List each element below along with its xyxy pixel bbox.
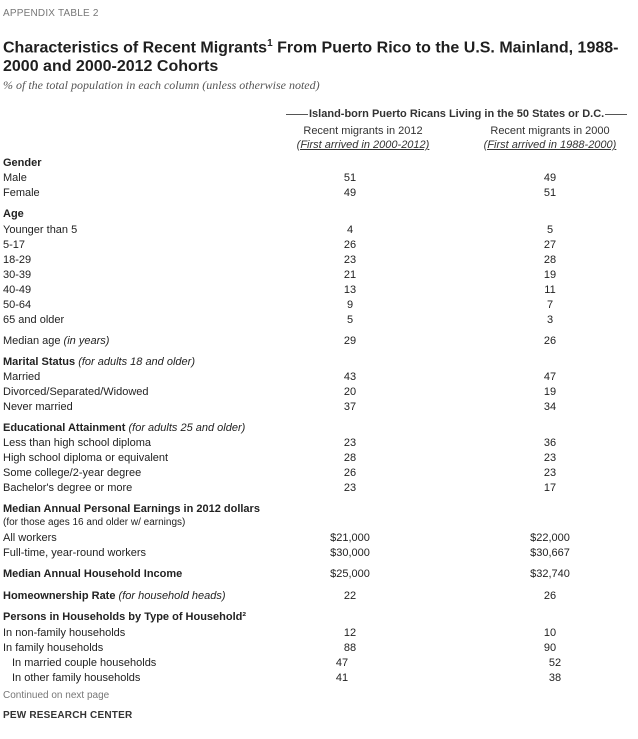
row-label-text: Less than high school diploma (3, 437, 151, 449)
row-label-text: 5-17 (3, 239, 26, 251)
table-row (0, 253, 638, 267)
row-label-text: Educational Attainment (3, 422, 129, 434)
value-2012: 23 (343, 254, 357, 266)
row-label (3, 186, 40, 200)
table-row (0, 355, 638, 369)
row-label (3, 641, 103, 655)
row-label (3, 531, 57, 545)
value-2000: 17 (543, 482, 557, 494)
row-label (12, 671, 140, 685)
row-label-text: Gender (3, 157, 42, 169)
row-label (3, 466, 141, 480)
table-row (0, 370, 638, 384)
column-header-2012 (283, 124, 443, 152)
row-label (3, 589, 226, 603)
column-title: Recent migrants in 2000 (490, 125, 610, 137)
value-2012: 22 (343, 590, 357, 602)
value-2012: 43 (343, 371, 357, 383)
value-2000: 7 (546, 299, 554, 311)
table-row (0, 466, 638, 480)
row-label (3, 268, 31, 282)
row-label (3, 502, 260, 516)
value-2012: $25,000 (330, 568, 370, 580)
value-2000: 26 (543, 590, 557, 602)
value-2000: $22,000 (530, 532, 570, 544)
column-subtitle: (First arrived in 1988-2000) (483, 139, 617, 151)
value-2000: 52 (548, 657, 562, 669)
table-row (0, 589, 638, 603)
row-label-text: Full-time, year-round workers (3, 547, 147, 559)
row-label (3, 610, 246, 624)
table-row (0, 567, 638, 581)
value-2000: 23 (543, 467, 557, 479)
row-label-text: Median Annual Household Income (3, 568, 183, 580)
row-label (3, 156, 42, 170)
table-row (0, 421, 638, 435)
row-label-text: Homeownership Rate (3, 590, 119, 602)
row-label-text: Younger than 5 (3, 224, 78, 236)
row-label (3, 421, 245, 435)
row-label-note: (for household heads) (118, 590, 226, 602)
value-2000: 23 (543, 452, 557, 464)
title-text: Characteristics of Recent Migrants (3, 39, 268, 57)
value-2012: 88 (343, 642, 357, 654)
title-footnote-marker: 1 (267, 38, 273, 49)
row-label (3, 626, 125, 640)
table-row (0, 238, 638, 252)
table-row (0, 334, 638, 348)
row-label-text: In married couple households (12, 657, 157, 669)
source-credit: PEW RESEARCH CENTER (3, 710, 133, 721)
row-label (3, 313, 64, 327)
value-2012: 47 (335, 657, 349, 669)
table-row (0, 626, 638, 640)
row-label-text: 65 and older (3, 314, 65, 326)
row-label (3, 385, 149, 399)
row-label (3, 334, 109, 348)
row-label-text: In non-family households (3, 627, 126, 639)
table-row (0, 156, 638, 170)
value-2000: 34 (543, 401, 557, 413)
value-2000: 47 (543, 371, 557, 383)
row-label (3, 546, 146, 560)
row-label-text: Female (3, 187, 40, 199)
value-2012: 20 (343, 386, 357, 398)
table-row (0, 171, 638, 185)
row-label (3, 370, 40, 384)
row-label-text: Married (3, 371, 41, 383)
table-row (0, 223, 638, 237)
row-label (3, 516, 185, 530)
value-2000: 10 (543, 627, 557, 639)
value-2000: 19 (543, 386, 557, 398)
row-label (3, 223, 77, 237)
value-2012: $30,000 (330, 547, 370, 559)
table-row (0, 298, 638, 312)
table-row (0, 400, 638, 414)
row-label-text: 50-64 (3, 299, 32, 311)
row-label (3, 400, 73, 414)
value-2012: 29 (343, 335, 357, 347)
value-2000: 3 (546, 314, 554, 326)
value-2000: 19 (543, 269, 557, 281)
value-2000: 28 (543, 254, 557, 266)
row-label (3, 207, 24, 221)
table-row (0, 268, 638, 282)
column-title: Recent migrants in 2012 (303, 125, 423, 137)
title-text-continued: From Puerto Rico to the U.S. Mainland, 1988-2000 and 2000-2012 Cohorts (3, 39, 619, 76)
table-row (0, 531, 638, 545)
row-label (3, 451, 168, 465)
row-label (3, 436, 151, 450)
value-2012: 13 (343, 284, 357, 296)
value-2012: 21 (343, 269, 357, 281)
row-label (3, 253, 31, 267)
value-2012: 41 (335, 672, 349, 684)
row-label-text: Persons in Households by Type of Household² (3, 611, 247, 623)
table-row (0, 671, 638, 685)
row-label (3, 171, 27, 185)
row-label-note: (in years) (63, 335, 110, 347)
row-label-text: In other family households (12, 672, 141, 684)
value-2000: 11 (544, 284, 556, 296)
row-label (3, 481, 132, 495)
row-label-text: Median age (3, 335, 64, 347)
column-subtitle: (First arrived in 2000-2012) (296, 139, 430, 151)
group-rule-right (605, 114, 627, 115)
row-label-text: Bachelor's degree or more (3, 482, 133, 494)
row-label-text: Male (3, 172, 27, 184)
column-group-header (285, 108, 625, 120)
value-2012: 9 (346, 299, 354, 311)
table-row (0, 502, 638, 516)
row-label (3, 283, 31, 297)
table-row (0, 451, 638, 465)
value-2000: 90 (543, 642, 557, 654)
row-label (3, 355, 195, 369)
row-label (3, 567, 182, 581)
group-header-text: Island-born Puerto Ricans Living in the 50 States or D.C. (309, 108, 605, 120)
value-2000: 5 (546, 224, 554, 236)
table-row (0, 516, 638, 530)
value-2012: $21,000 (330, 532, 370, 544)
value-2000: 36 (543, 437, 557, 449)
value-2000: 27 (543, 239, 557, 251)
value-2012: 12 (343, 627, 357, 639)
value-2012: 51 (343, 172, 357, 184)
table-row (0, 641, 638, 655)
table-label: APPENDIX TABLE 2 (3, 8, 99, 19)
row-label (3, 238, 25, 252)
continued-note: Continued on next page (3, 690, 110, 701)
row-label-text: Divorced/Separated/Widowed (3, 386, 149, 398)
group-rule-left (286, 114, 308, 115)
table-row (0, 385, 638, 399)
value-2012: 23 (343, 437, 357, 449)
table-row (0, 283, 638, 297)
row-label (12, 656, 156, 670)
value-2000: 38 (548, 672, 562, 684)
value-2000: 26 (543, 335, 557, 347)
row-label-text: In family households (3, 642, 104, 654)
value-2012: 49 (343, 187, 357, 199)
row-label (3, 298, 31, 312)
value-2000: 49 (543, 172, 557, 184)
table-row (0, 546, 638, 560)
row-label-text: Marital Status (3, 356, 79, 368)
table-row (0, 656, 638, 670)
table-row (0, 436, 638, 450)
table-title (3, 34, 623, 76)
value-2000: $32,740 (530, 568, 570, 580)
table-row (0, 313, 638, 327)
table-row (0, 610, 638, 624)
table-row (0, 186, 638, 200)
value-2012: 23 (343, 482, 357, 494)
row-label-text: (for those ages 16 and older w/ earnings) (3, 517, 186, 528)
column-header-2000 (466, 124, 634, 152)
table-row (0, 481, 638, 495)
value-2000: 51 (543, 187, 557, 199)
row-label-text: All workers (3, 532, 57, 544)
value-2000: $30,667 (530, 547, 570, 559)
row-label-note: (for adults 25 and older) (128, 422, 246, 434)
row-label-text: High school diploma or equivalent (3, 452, 169, 464)
table-row (0, 207, 638, 221)
row-label-text: 18-29 (3, 254, 32, 266)
row-label-text: 40-49 (3, 284, 32, 296)
value-2012: 4 (346, 224, 354, 236)
value-2012: 5 (346, 314, 354, 326)
row-label-text: Age (3, 208, 24, 220)
table-subtitle: % of the total population in each column (unless otherwise noted) (3, 78, 320, 92)
row-label-text: Never married (3, 401, 73, 413)
value-2012: 26 (343, 239, 357, 251)
value-2012: 28 (343, 452, 357, 464)
row-label-note: (for adults 18 and older) (78, 356, 195, 368)
value-2012: 37 (343, 401, 357, 413)
value-2012: 26 (343, 467, 357, 479)
row-label-text: 30-39 (3, 269, 32, 281)
row-label-text: Median Annual Personal Earnings in 2012 dollars (3, 503, 260, 515)
row-label-text: Some college/2-year degree (3, 467, 142, 479)
